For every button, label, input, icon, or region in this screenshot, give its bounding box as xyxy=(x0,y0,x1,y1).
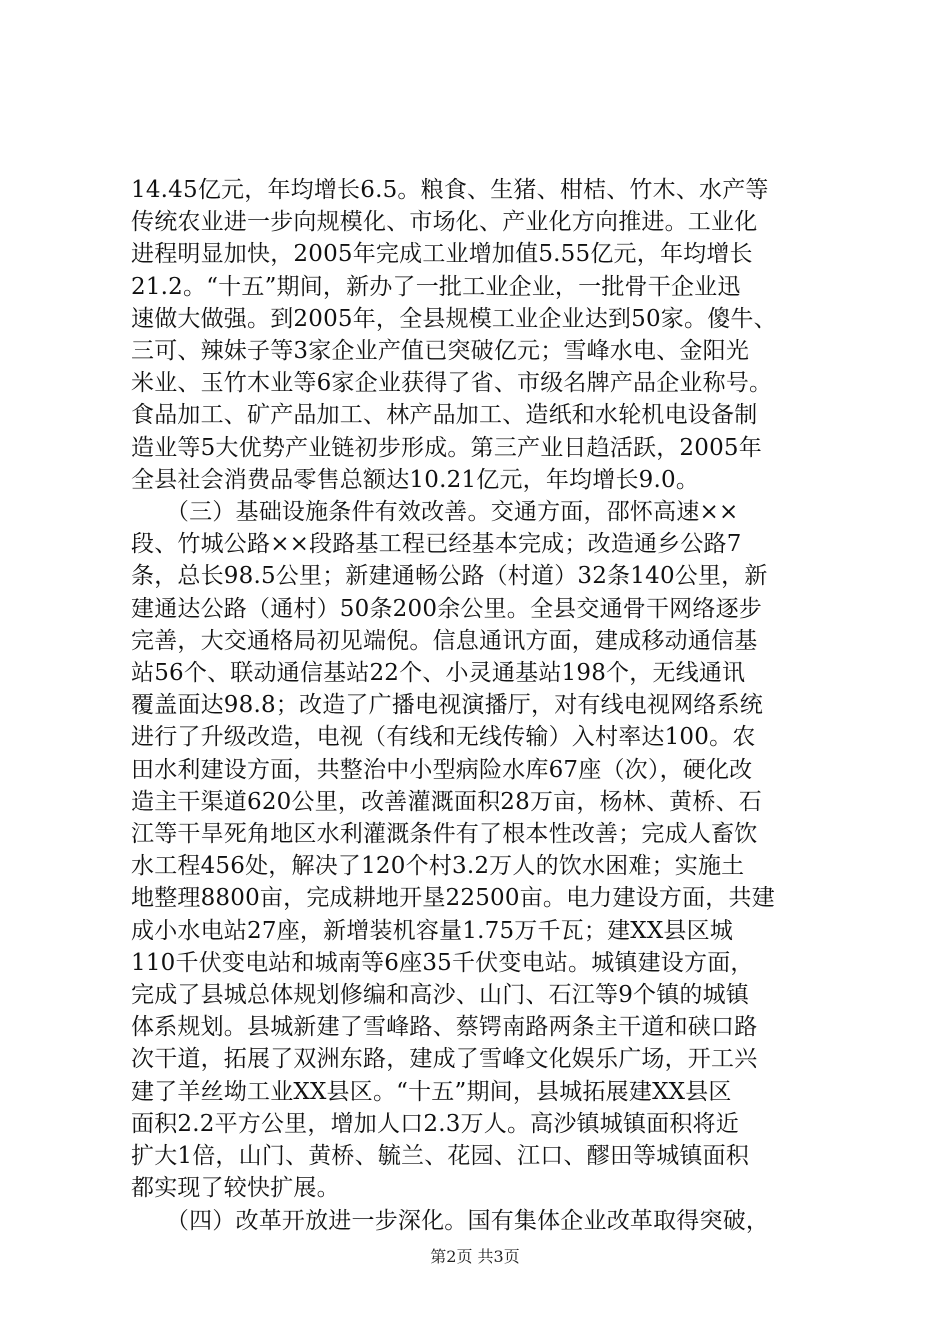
page-footer: 第2页 共3页 xyxy=(430,1247,520,1266)
paragraph-economy: 14.45亿元，年均增长6.5。粮食、生猪、柑桔、竹木、水产等 传统农业进一步向规模化、市场化、产业化方向推进。工业化 进程明显加快，2005年完成工业增加值5.55亿元，年均增长 21.2。“十五”期间，新办了一批工业企业，一批骨干企业迅 速做大做强。到2005年，全县规模工业企业达到50家。傻牛、 三可、辣妹子等3家企业产值已突破亿元；雪峰水电、金阳光 米业、玉竹木业等6家企业获得了省、市级名牌产品企业称号。 食品加工、矿产品加工、林产品加工、造纸和水轮机电设备制 造业等5大优势产业链初步形成。第三产业日趋活跃，2005年 全县社会消费品零售总额达10.21亿元，年均增长9.0。 xyxy=(131,177,777,493)
paragraph-infrastructure: （三）基础设施条件有效改善。交通方面，邵怀高速×× 段、竹城公路××段路基工程已经基本完成；改造通乡公路7 条，总长98.5公里；新建通畅公路（村道）32条140公里，新 建通达公路（通村）50条200余公里。全县交通骨干网络逐步 完善，大交通格局初见端倪。信息通讯方面，建成移动通信基 站56个、联动通信基站22个、小灵通基站198个，无线通讯 覆盖面达98.8；改造了广播电视演播厅，对有线电视网络系统 进行了升级改造，电视（有线和无线传输）入村率达100。农 田水利建设方面，共整治中小型病险水库67座（次），硬化改 造主干渠道620公里，改善灌溉面积28万亩，杨林、黄桥、石 江等干旱死角地区水利灌溉条件有了根本性改善；完成人畜饮 水工程456处，解决了120个村3.2万人的饮水困难；实施土 地整理8800亩，完成耕地开垦22500亩。电力建设方面，共建 成小水电站27座，新增装机容量1.75万千瓦；建XX县区城 110千伏变电站和城南等6座35千伏变电站。城镇建设方面， 完成了县城总体规划修编和高沙、山门、石江等9个镇的城镇 体系规划。县城新建了雪峰路、蔡锷南路两条主干道和硖口路 次干道，拓展了双洲东路，建成了雪峰文化娱乐广场，开工兴 建了羊丝坳工业XX县区。“十五”期间，县城拓展建XX县区 面积2.2平方公里，增加人口2.3万人。高沙镇城镇面积将近 扩大1倍，山门、黄桥、毓兰、花园、江口、醪田等城镇面积 都实现了较快扩展。 xyxy=(131,499,775,1202)
body-text xyxy=(131,174,831,1237)
paragraph-reform: （四）改革开放进一步深化。国有集体企业改革取得突破， xyxy=(131,1207,770,1234)
